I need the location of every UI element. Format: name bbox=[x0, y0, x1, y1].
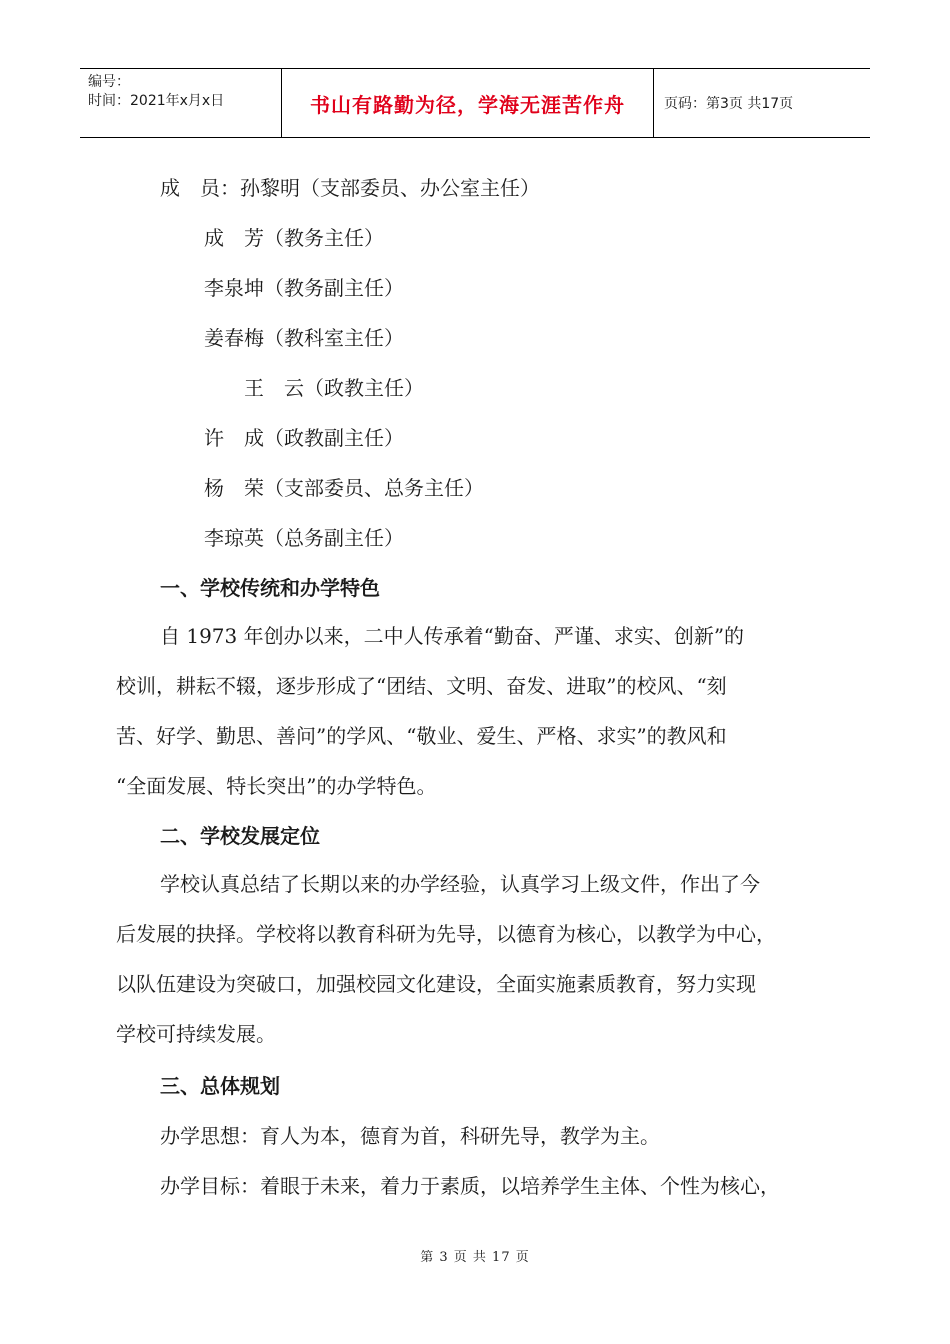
member-item: 成 芳（教务主任） bbox=[204, 226, 384, 250]
page-footer: 第 3 页 共 17 页 bbox=[420, 1250, 530, 1265]
member-item: 许 成（政教副主任） bbox=[204, 426, 404, 450]
members-first-line: 成 员：孙黎明（支部委员、办公室主任） bbox=[160, 176, 540, 200]
section-heading: 三、总体规划 bbox=[160, 1074, 280, 1098]
paragraph-line: 学校认真总结了长期以来的办学经验，认真学习上级文件，作出了今 bbox=[160, 872, 760, 896]
page-header bbox=[80, 68, 870, 138]
paragraph-line: 苦、好学、勤思、善问”的学风、“敬业、爱生、严格、求实”的教风和 bbox=[116, 724, 727, 748]
number-label: 编号： bbox=[88, 74, 130, 90]
member-item: 杨 荣（支部委员、总务主任） bbox=[204, 476, 484, 500]
paragraph-line: 以队伍建设为突破口，加强校园文化建设，全面实施素质教育，努力实现 bbox=[116, 972, 756, 996]
member-item: 李泉坤（教务副主任） bbox=[204, 276, 404, 300]
paragraph-line: 学校可持续发展。 bbox=[116, 1022, 276, 1046]
page-info-text: 页码：第3页 共17页 bbox=[664, 96, 794, 112]
time-label: 时间：2021年x月x日 bbox=[88, 93, 225, 109]
paragraph-line: “全面发展、特长突出”的办学特色。 bbox=[116, 774, 437, 798]
paragraph-line: 办学目标：着眼于未来，着力于素质，以培养学生主体、个性为核心， bbox=[160, 1174, 780, 1198]
paragraph-line: 校训，耕耘不辍，逐步形成了“团结、文明、奋发、进取”的校风、“刻 bbox=[116, 674, 727, 698]
header-motto-cell bbox=[282, 69, 654, 137]
section-heading: 二、学校发展定位 bbox=[160, 824, 320, 848]
section-heading: 一、学校传统和办学特色 bbox=[160, 576, 380, 600]
header-meta bbox=[80, 69, 282, 137]
member-item: 姜春梅（教科室主任） bbox=[204, 326, 404, 350]
paragraph-line: 自 1973 年创办以来，二中人传承着“勤奋、严谨、求实、创新”的 bbox=[160, 624, 745, 648]
member-item: 王 云（政教主任） bbox=[244, 376, 424, 400]
member-item: 李琼英（总务副主任） bbox=[204, 526, 404, 550]
paragraph-line: 后发展的抉择。学校将以教育科研为先导，以德育为核心，以教学为中心， bbox=[116, 922, 776, 946]
header-page-info bbox=[654, 69, 870, 137]
paragraph-line: 办学思想：育人为本，德育为首，科研先导，教学为主。 bbox=[160, 1124, 660, 1148]
motto-text: 书山有路勤为径，学海无涯苦作舟 bbox=[310, 92, 625, 117]
